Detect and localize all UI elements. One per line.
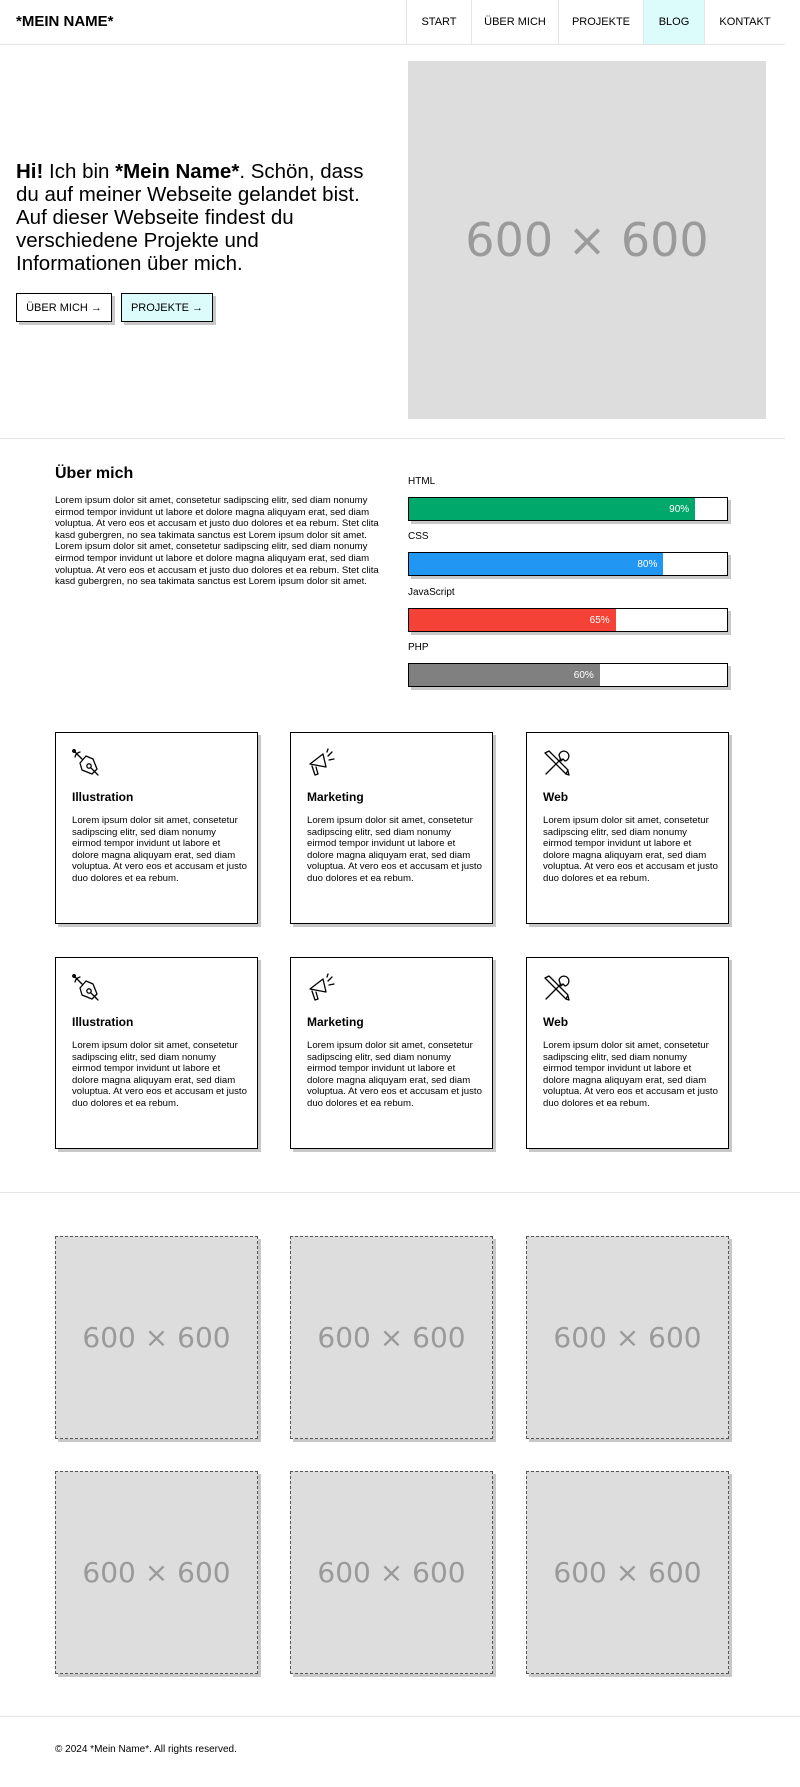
service-card-text: Lorem ipsum dolor sit amet, consetetur sadipscing elitr, sed diam nonumy eirmod tempor invidunt ut labore et dolore magna aliquyam erat, sed diam voluptua. At vero eos et accusam et justo duo dolores et ea rebum. (72, 1040, 247, 1109)
service-card-text: Lorem ipsum dolor sit amet, consetetur sadipscing elitr, sed diam nonumy eirmod tempor invidunt ut labore et dolore magna aliquyam erat, sed diam voluptua. At vero eos et accusam et justo duo dolores et ea rebum. (72, 815, 247, 884)
service-card-title: Marketing (307, 790, 364, 804)
service-card-web[interactable] (526, 957, 729, 1149)
gallery-image[interactable]: 600 × 600 (290, 1471, 493, 1674)
skill-fill-html: 90% (409, 498, 695, 520)
skill-bar-css (408, 552, 728, 576)
service-card-illustration[interactable] (55, 957, 258, 1149)
hero-intro-part-1: Ich bin (43, 160, 116, 183)
skill-label-css: CSS (408, 531, 429, 542)
service-card-web[interactable] (526, 732, 729, 924)
skill-bar-javascript (408, 608, 728, 632)
service-card-marketing[interactable] (290, 732, 493, 924)
pen-tool-icon (71, 748, 101, 778)
gallery-image[interactable]: 600 × 600 (55, 1471, 258, 1674)
section-divider (0, 438, 785, 439)
nav-item-projekte[interactable]: PROJEKTE (558, 0, 643, 44)
service-card-title: Illustration (72, 790, 134, 804)
gallery-image[interactable]: 600 × 600 (290, 1236, 493, 1439)
service-card-marketing[interactable] (290, 957, 493, 1149)
skill-fill-javascript: 65% (409, 609, 616, 631)
section-divider (0, 1716, 800, 1717)
hero-intro-part-2: . Schön, dass du auf meiner Webseite gelandet bist. Auf dieser Webseite findest du verschiedene Projekte und Informationen über mich. (16, 160, 364, 275)
hero-name: *Mein Name* (115, 160, 240, 183)
megaphone-icon (306, 748, 336, 778)
hero-intro (16, 160, 376, 275)
service-card-text: Lorem ipsum dolor sit amet, consetetur sadipscing elitr, sed diam nonumy eirmod tempor invidunt ut labore et dolore magna aliquyam erat, sed diam voluptua. At vero eos et accusam et justo duo dolores et ea rebum. (307, 1040, 482, 1109)
site-header (0, 0, 785, 45)
section-divider (0, 1192, 800, 1193)
skill-label-php: PHP (408, 642, 429, 653)
service-card-title: Marketing (307, 1015, 364, 1029)
nav-item-ueber-mich[interactable]: ÜBER MICH (471, 0, 558, 44)
service-card-title: Illustration (72, 1015, 134, 1029)
skill-fill-css: 80% (409, 553, 663, 575)
skill-bar-php (408, 663, 728, 687)
skill-label-javascript: JavaScript (408, 587, 455, 598)
nav-item-blog[interactable]: BLOG (643, 0, 704, 44)
skill-bar-html (408, 497, 728, 521)
tools-icon (542, 748, 572, 778)
tools-icon (542, 973, 572, 1003)
hero-image: 600 × 600 (408, 61, 766, 419)
gallery-image[interactable]: 600 × 600 (526, 1471, 729, 1674)
main-nav (406, 0, 785, 44)
nav-item-kontakt[interactable]: KONTAKT (704, 0, 785, 44)
gallery-image[interactable]: 600 × 600 (55, 1236, 258, 1439)
brand-logo[interactable]: *MEIN NAME* (16, 13, 114, 30)
service-card-text: Lorem ipsum dolor sit amet, consetetur sadipscing elitr, sed diam nonumy eirmod tempor invidunt ut labore et dolore magna aliquyam erat, sed diam voluptua. At vero eos et accusam et justo duo dolores et ea rebum. (543, 1040, 718, 1109)
gallery-image[interactable]: 600 × 600 (526, 1236, 729, 1439)
service-card-text: Lorem ipsum dolor sit amet, consetetur sadipscing elitr, sed diam nonumy eirmod tempor invidunt ut labore et dolore magna aliquyam erat, sed diam voluptua. At vero eos et accusam et justo duo dolores et ea rebum. (543, 815, 718, 884)
service-card-title: Web (543, 1015, 569, 1029)
projects-button[interactable]: PROJEKTE → (121, 293, 213, 322)
about-title: Über mich (55, 465, 134, 482)
footer-copyright: © 2024 *Mein Name*. All rights reserved. (55, 1744, 237, 1755)
about-me-button[interactable]: ÜBER MICH → (16, 293, 112, 322)
service-card-title: Web (543, 790, 569, 804)
skill-label-html: HTML (408, 476, 436, 487)
about-text: Lorem ipsum dolor sit amet, consetetur sadipscing elitr, sed diam nonumy eirmod tempor invidunt ut labore et dolore magna aliquyam erat, sed diam voluptua. At vero eos et accusam et justo duo dolores et ea rebum. Stet clita kasd gubergren, no sea takimata sanctus est Lorem ipsum dolor sit amet. Lorem ipsum dolor sit amet, consetetur sadipscing elitr, sed diam nonumy eirmod tempor invidunt ut labore et dolore magna aliquyam erat, sed diam voluptua. At vero eos et accusam et justo duo dolores et ea rebum. Stet clita kasd gubergren, no sea takimata sanctus est Lorem ipsum dolor sit amet. (55, 495, 379, 588)
service-card-text: Lorem ipsum dolor sit amet, consetetur sadipscing elitr, sed diam nonumy eirmod tempor invidunt ut labore et dolore magna aliquyam erat, sed diam voluptua. At vero eos et accusam et justo duo dolores et ea rebum. (307, 815, 482, 884)
pen-tool-icon (71, 973, 101, 1003)
nav-item-start[interactable]: START (406, 0, 471, 44)
megaphone-icon (306, 973, 336, 1003)
skill-fill-php: 60% (409, 664, 600, 686)
hero-greeting: Hi! (16, 160, 44, 183)
service-card-illustration[interactable] (55, 732, 258, 924)
